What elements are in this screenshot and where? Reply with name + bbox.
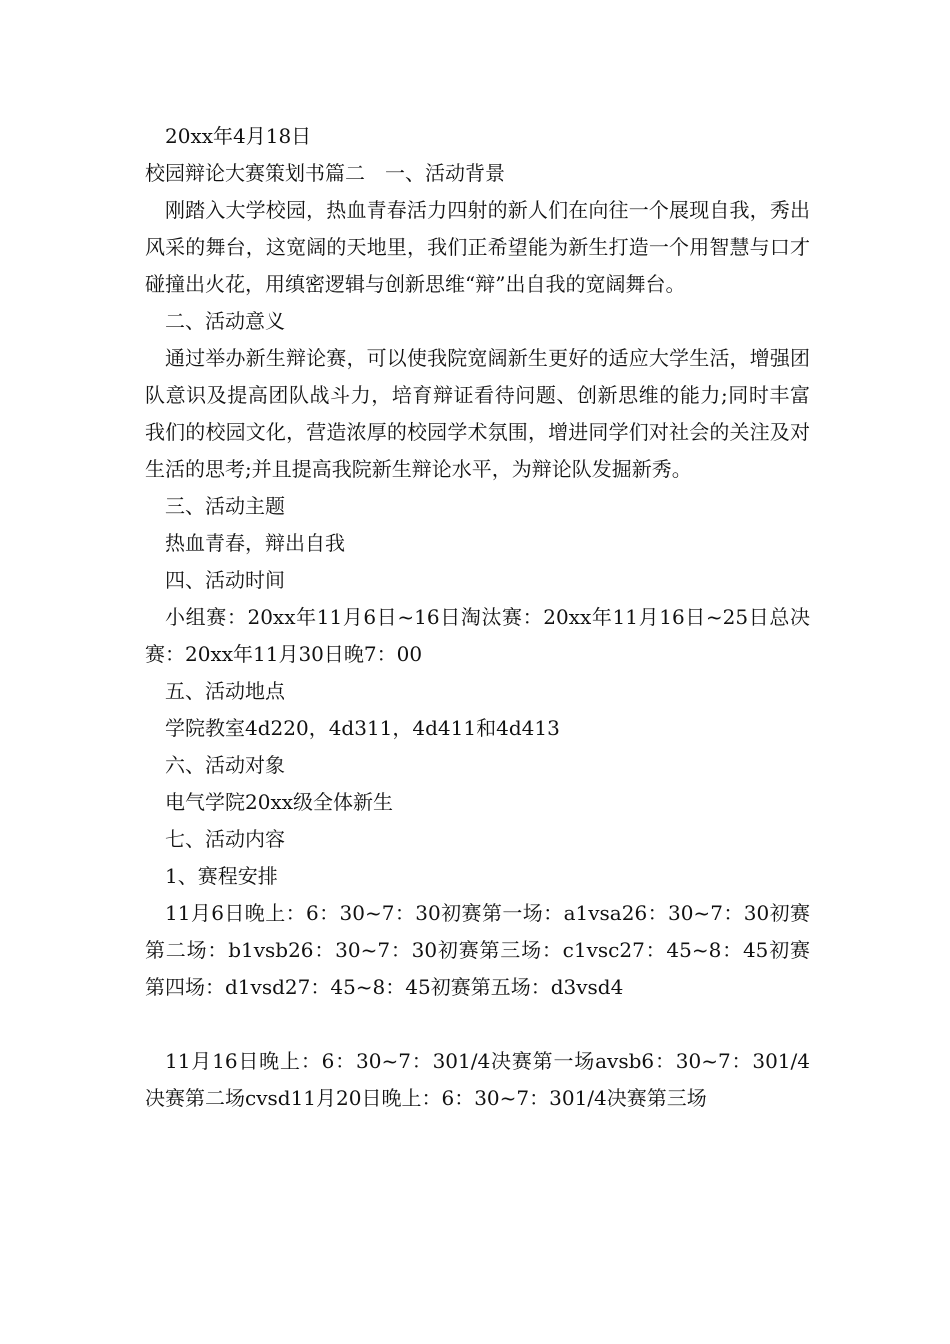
section7-heading: 七、活动内容 — [165, 827, 285, 851]
section2-paragraph: 通过举办新生辩论赛，可以使我院宽阔新生更好的适应大学生活，增强团队意识及提高团队战斗力，培育辩证看待问题、创新思维的能力;同时丰富我们的校园文化，营造浓厚的校园学术氛围，增进同学们对社会的关注及对生活的思考;并且提高我院新生辩论水平，为辩论队发掘新秀。 — [145, 346, 810, 481]
section6-paragraph: 电气学院20xx级全体新生 — [165, 790, 394, 814]
date-line: 20xx年4月18日 — [165, 124, 312, 148]
section4-heading: 四、活动时间 — [165, 568, 285, 592]
background-paragraph: 刚踏入大学校园，热血青春活力四射的新人们在向往一个展现自我，秀出风采的舞台，这宽阔的天地里，我们正希望能为新生打造一个用智慧与口才碰撞出火花，用缜密逻辑与创新思维“辩”出自我的宽阔舞台。 — [145, 198, 810, 296]
schedule-paragraph-1: 11月6日晚上：6：30~7：30初赛第一场：a1vsa26：30~7：30初赛第二场：b1vsb26：30~7：30初赛第三场：c1vsc27：45~8：45初赛第四场：d1vsd27：45~8：45初赛第五场：d3vsd4 — [145, 901, 810, 999]
section2-heading: 二、活动意义 — [165, 309, 285, 333]
section5-paragraph: 学院教室4d220，4d311，4d411和4d413 — [165, 716, 560, 740]
title-line: 校园辩论大赛策划书篇二 一、活动背景 — [145, 161, 505, 185]
subsection1-heading: 1、赛程安排 — [165, 864, 278, 888]
document-page — [145, 118, 810, 1117]
section6-heading: 六、活动对象 — [165, 753, 285, 777]
section3-paragraph: 热血青春，辩出自我 — [165, 531, 345, 555]
paragraph-spacer — [145, 1006, 810, 1043]
section4-paragraph: 小组赛：20xx年11月6日~16日淘汰赛：20xx年11月16日~25日总决赛：20xx年11月30日晚7：00 — [145, 605, 810, 666]
section5-heading: 五、活动地点 — [165, 679, 285, 703]
section3-heading: 三、活动主题 — [165, 494, 285, 518]
schedule-paragraph-2: 11月16日晚上：6：30~7：301/4决赛第一场avsb6：30~7：301/4决赛第二场cvsd11月20日晚上：6：30~7：301/4决赛第三场 — [145, 1049, 810, 1110]
